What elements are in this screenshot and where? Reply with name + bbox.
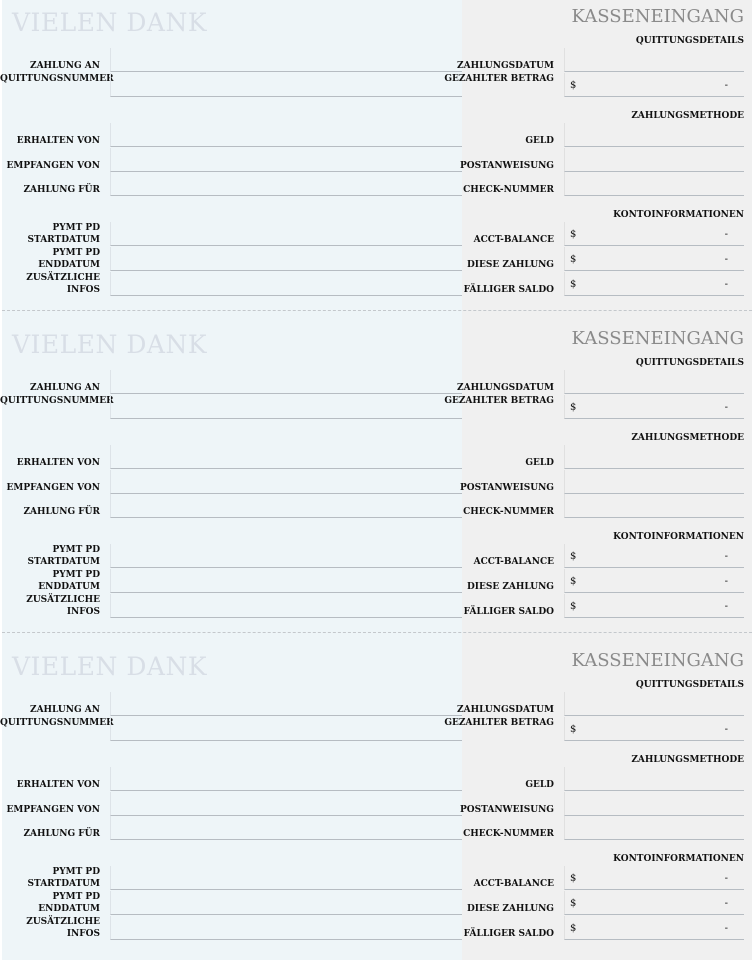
additional-info-field[interactable] [110,594,462,618]
amount-value: - [724,402,728,413]
label-money-order: POSTANWEISUNG [460,483,554,493]
check-number-field[interactable] [564,816,744,840]
amount-paid-field[interactable] [564,73,744,97]
this-payment-value: - [724,254,728,265]
label-received-by: EMPFANGEN VON [6,805,100,815]
thank-you-heading: VIELEN DANK [12,8,208,37]
additional-info-field[interactable] [110,916,462,940]
section-account-info: KONTOINFORMATIONEN [613,532,744,542]
balance-due-field[interactable] [564,272,744,296]
payment-date-field[interactable] [564,692,744,716]
label-period-start: PYMT PD STARTDATUM [27,223,100,245]
label-check-number: CHECK-NUMMER [463,507,554,517]
currency-symbol: $ [570,601,577,612]
label-period-end: PYMT PD ENDDATUM [38,892,100,914]
currency-symbol: $ [570,229,577,240]
currency-symbol: $ [570,80,577,91]
receipt-3 [0,644,754,960]
label-this-payment: DIESE ZAHLUNG [466,582,554,592]
amount-value: - [724,724,728,735]
label-receipt-number: QUITTUNGSNUMMER [0,74,114,84]
thank-you-heading: VIELEN DANK [12,652,208,681]
period-end-field[interactable] [110,569,462,593]
receipt-title: KASSENEINGANG [571,328,744,349]
label-cash: GELD [525,780,554,790]
section-receipt-details: QUITTUNGSDETAILS [635,680,744,690]
amount-paid-field[interactable] [564,717,744,741]
received-from-field[interactable] [110,767,462,791]
balance-due-field[interactable] [564,594,744,618]
period-start-field[interactable] [110,866,462,890]
currency-symbol: $ [570,402,577,413]
label-receipt-number: QUITTUNGSNUMMER [0,718,114,728]
label-check-number: CHECK-NUMMER [463,185,554,195]
receipt-title: KASSENEINGANG [571,650,744,671]
payment-to-field[interactable] [110,692,462,716]
cash-field[interactable] [564,767,744,791]
balance-due-value: - [724,279,728,290]
payment-date-field[interactable] [564,48,744,72]
label-payment-date: ZAHLUNGSDATUM [457,705,554,715]
label-additional-info: ZUSÄTZLICHE INFOS [26,917,100,939]
receipt-number-field[interactable] [110,395,462,419]
label-this-payment: DIESE ZAHLUNG [466,260,554,270]
payment-to-field[interactable] [110,48,462,72]
label-amount-paid: GEZAHLTER BETRAG [444,718,554,728]
acct-balance-value: - [724,873,728,884]
money-order-field[interactable] [564,792,744,816]
currency-symbol: $ [570,576,577,587]
section-account-info: KONTOINFORMATIONEN [613,854,744,864]
amount-paid-field[interactable] [564,395,744,419]
label-balance-due: FÄLLIGER SALDO [463,607,554,617]
label-acct-balance: ACCT-BALANCE [473,235,554,245]
label-received-by: EMPFANGEN VON [6,483,100,493]
label-receipt-number: QUITTUNGSNUMMER [0,396,114,406]
label-cash: GELD [525,458,554,468]
label-additional-info: ZUSÄTZLICHE INFOS [26,595,100,617]
receipt-number-field[interactable] [110,73,462,97]
period-end-field[interactable] [110,891,462,915]
balance-due-value: - [724,601,728,612]
acct-balance-value: - [724,229,728,240]
section-receipt-details: QUITTUNGSDETAILS [635,358,744,368]
label-balance-due: FÄLLIGER SALDO [463,929,554,939]
this-payment-value: - [724,576,728,587]
label-received-from: ERHALTEN VON [16,780,100,790]
label-this-payment: DIESE ZAHLUNG [466,904,554,914]
payment-for-field[interactable] [110,816,462,840]
this-payment-field[interactable] [564,247,744,271]
label-payment-date: ZAHLUNGSDATUM [457,61,554,71]
acct-balance-field[interactable] [564,222,744,246]
this-payment-field[interactable] [564,569,744,593]
receipt-number-field[interactable] [110,717,462,741]
label-received-from: ERHALTEN VON [16,458,100,468]
period-start-field[interactable] [110,222,462,246]
label-received-by: EMPFANGEN VON [6,161,100,171]
balance-due-value: - [724,923,728,934]
received-from-field[interactable] [110,123,462,147]
label-check-number: CHECK-NUMMER [463,829,554,839]
acct-balance-field[interactable] [564,866,744,890]
period-start-field[interactable] [110,544,462,568]
section-payment-method: ZAHLUNGSMETHODE [631,755,744,765]
label-period-end: PYMT PD ENDDATUM [38,248,100,270]
received-by-field[interactable] [110,470,462,494]
section-payment-method: ZAHLUNGSMETHODE [631,433,744,443]
label-payment-for: ZAHLUNG FÜR [23,185,100,195]
currency-symbol: $ [570,898,577,909]
this-payment-field[interactable] [564,891,744,915]
currency-symbol: $ [570,279,577,290]
currency-symbol: $ [570,551,577,562]
label-payment-to: ZAHLUNG AN [30,61,100,71]
money-order-field[interactable] [564,148,744,172]
check-number-field[interactable] [564,494,744,518]
label-amount-paid: GEZAHLTER BETRAG [444,396,554,406]
label-payment-to: ZAHLUNG AN [30,705,100,715]
label-acct-balance: ACCT-BALANCE [473,557,554,567]
section-payment-method: ZAHLUNGSMETHODE [631,111,744,121]
cut-line [2,632,752,633]
cash-field[interactable] [564,445,744,469]
label-period-start: PYMT PD STARTDATUM [27,867,100,889]
payment-date-field[interactable] [564,370,744,394]
cash-field[interactable] [564,123,744,147]
label-cash: GELD [525,136,554,146]
label-period-end: PYMT PD ENDDATUM [38,570,100,592]
received-by-field[interactable] [110,148,462,172]
acct-balance-value: - [724,551,728,562]
period-end-field[interactable] [110,247,462,271]
label-amount-paid: GEZAHLTER BETRAG [444,74,554,84]
section-receipt-details: QUITTUNGSDETAILS [635,36,744,46]
section-account-info: KONTOINFORMATIONEN [613,210,744,220]
received-from-field[interactable] [110,445,462,469]
currency-symbol: $ [570,254,577,265]
payment-for-field[interactable] [110,494,462,518]
label-money-order: POSTANWEISUNG [460,805,554,815]
label-payment-to: ZAHLUNG AN [30,383,100,393]
currency-symbol: $ [570,873,577,884]
payment-to-field[interactable] [110,370,462,394]
label-payment-for: ZAHLUNG FÜR [23,829,100,839]
label-period-start: PYMT PD STARTDATUM [27,545,100,567]
amount-value: - [724,80,728,91]
receipt-2 [0,322,754,644]
balance-due-field[interactable] [564,916,744,940]
payment-for-field[interactable] [110,172,462,196]
acct-balance-field[interactable] [564,544,744,568]
cut-line [2,310,752,311]
label-money-order: POSTANWEISUNG [460,161,554,171]
check-number-field[interactable] [564,172,744,196]
receipt-title: KASSENEINGANG [571,6,744,27]
label-additional-info: ZUSÄTZLICHE INFOS [26,273,100,295]
currency-symbol: $ [570,724,577,735]
label-payment-date: ZAHLUNGSDATUM [457,383,554,393]
currency-symbol: $ [570,923,577,934]
this-payment-value: - [724,898,728,909]
label-acct-balance: ACCT-BALANCE [473,879,554,889]
money-order-field[interactable] [564,470,744,494]
label-balance-due: FÄLLIGER SALDO [463,285,554,295]
label-received-from: ERHALTEN VON [16,136,100,146]
additional-info-field[interactable] [110,272,462,296]
thank-you-heading: VIELEN DANK [12,330,208,359]
received-by-field[interactable] [110,792,462,816]
receipt-1 [0,0,754,322]
label-payment-for: ZAHLUNG FÜR [23,507,100,517]
